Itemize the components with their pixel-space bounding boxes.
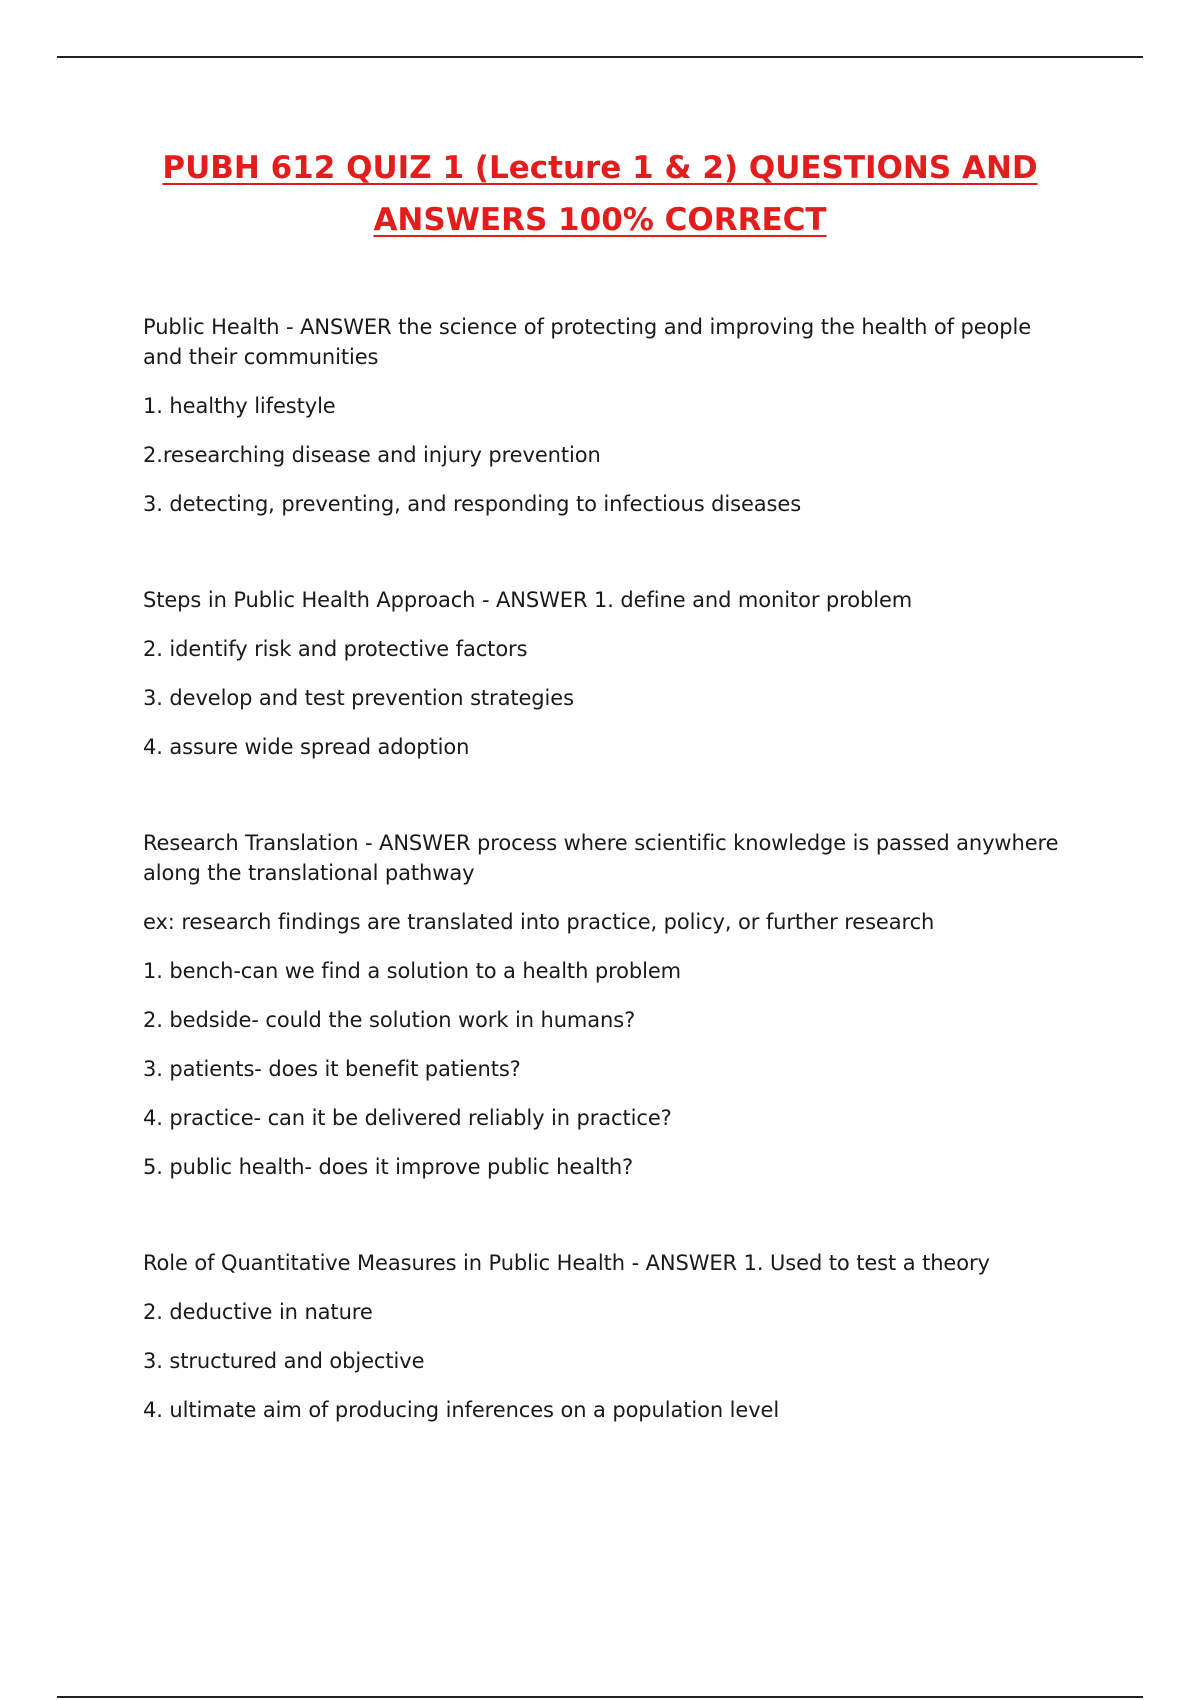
answer-line: 2. identify risk and protective factors [143,637,528,661]
document-body [143,312,1073,1491]
answer-line: ex: research findings are translated into practice, policy, or further research [143,910,935,934]
answer-line: 2. bedside- could the solution work in humans? [143,1008,636,1032]
answer-line: 5. public health- does it improve public health? [143,1155,634,1179]
question-text: Steps in Public Health Approach - ANSWER 1. define and monitor problem [143,588,913,612]
top-rule [57,56,1143,58]
answer-line: 4. practice- can it be delivered reliably in practice? [143,1106,672,1130]
qa-section-quantitative-measures [143,1248,1073,1425]
question-text: Public Health - ANSWER the science of protecting and improving the health of people and their communities [143,315,1032,369]
answer-line: 4. assure wide spread adoption [143,735,470,759]
answer-line: 2.researching disease and injury prevention [143,443,601,467]
page-title [0,142,1200,246]
answer-line: 1. bench-can we find a solution to a health problem [143,959,682,983]
question-text: Role of Quantitative Measures in Public Health - ANSWER 1. Used to test a theory [143,1251,990,1275]
qa-section-public-health-approach [143,585,1073,762]
qa-section-research-translation [143,828,1073,1182]
answer-line: 3. structured and objective [143,1349,425,1373]
answer-line: 3. develop and test prevention strategies [143,686,574,710]
answer-line: 3. detecting, preventing, and responding to infectious diseases [143,492,802,516]
title-line-1: PUBH 612 QUIZ 1 (Lecture 1 & 2) QUESTIONS AND [162,150,1038,186]
qa-section-public-health [143,312,1073,519]
answer-line: 4. ultimate aim of producing inferences on a population level [143,1398,780,1422]
bottom-rule [57,1696,1143,1698]
question-text: Research Translation - ANSWER process where scientific knowledge is passed anywhere along the translational pathway [143,831,1059,885]
title-line-2: ANSWERS 100% CORRECT [373,202,827,238]
answer-line: 2. deductive in nature [143,1300,373,1324]
answer-line: 1. healthy lifestyle [143,394,336,418]
answer-line: 3. patients- does it benefit patients? [143,1057,521,1081]
